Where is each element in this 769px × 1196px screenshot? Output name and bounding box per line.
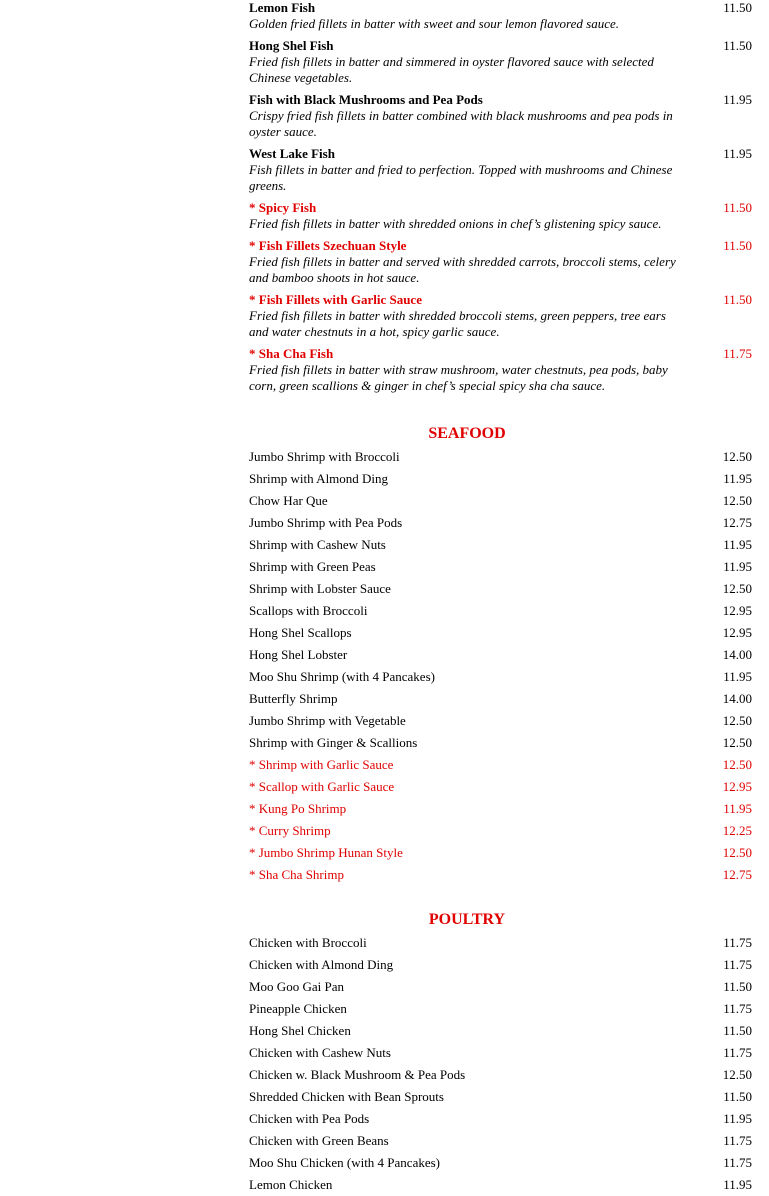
item-name: * Shrimp with Garlic Sauce xyxy=(249,757,394,772)
menu-item xyxy=(249,92,752,146)
menu-item xyxy=(249,732,752,754)
item-name: Chicken with Green Beans xyxy=(249,1133,389,1148)
menu-item-spicy xyxy=(249,200,752,238)
item-name: Chicken w. Black Mushroom & Pea Pods xyxy=(249,1067,466,1082)
item-price: 12.95 xyxy=(722,779,752,794)
item-price: 12.95 xyxy=(722,625,752,640)
item-price: 11.95 xyxy=(723,1177,752,1192)
menu-item xyxy=(249,1064,752,1086)
item-name: * Fish Fillets Szechuan Style xyxy=(249,238,407,253)
item-name: Chicken with Almond Ding xyxy=(249,957,394,972)
item-description: Crispy fried fish fillets in batter combined with black mushrooms and pea pods in oyster sauce. xyxy=(249,108,673,139)
item-price: 11.95 xyxy=(723,1111,752,1126)
item-price: 11.75 xyxy=(723,346,752,361)
item-description: Fried fish fillets in batter and simmered in oyster flavored sauce with selected Chinese vegetables. xyxy=(249,54,654,85)
item-name: Shrimp with Lobster Sauce xyxy=(249,581,391,596)
menu-item xyxy=(249,1108,752,1130)
item-name: * Fish Fillets with Garlic Sauce xyxy=(249,292,422,307)
item-name: * Kung Po Shrimp xyxy=(249,801,347,816)
menu-item-spicy xyxy=(249,346,752,400)
item-name: Jumbo Shrimp with Pea Pods xyxy=(249,515,403,530)
item-price: 12.50 xyxy=(722,1067,752,1082)
item-price: 11.50 xyxy=(723,200,752,215)
item-price: 12.50 xyxy=(722,493,752,508)
menu-item xyxy=(249,38,752,92)
item-price: 11.50 xyxy=(723,1023,752,1038)
menu-item xyxy=(249,932,752,954)
item-price: 12.95 xyxy=(722,603,752,618)
item-name: Shrimp with Almond Ding xyxy=(249,471,389,486)
item-name: Hong Shel Fish xyxy=(249,38,334,53)
menu-item-spicy xyxy=(249,238,752,292)
item-name: Shrimp with Cashew Nuts xyxy=(249,537,386,552)
item-price: 11.50 xyxy=(723,238,752,253)
menu-item xyxy=(249,600,752,622)
menu-item-spicy xyxy=(249,776,752,798)
menu-item xyxy=(249,710,752,732)
item-name: Hong Shel Chicken xyxy=(249,1023,351,1038)
item-price: 14.00 xyxy=(722,691,752,706)
item-name: Chicken with Pea Pods xyxy=(249,1111,370,1126)
item-price: 11.50 xyxy=(723,292,752,307)
item-name: West Lake Fish xyxy=(249,146,335,161)
item-name: Lemon Fish xyxy=(249,0,316,15)
menu-item xyxy=(249,0,752,38)
menu-item xyxy=(249,468,752,490)
menu-item xyxy=(249,1130,752,1152)
item-name: * Curry Shrimp xyxy=(249,823,331,838)
menu-item xyxy=(249,644,752,666)
item-price: 12.75 xyxy=(722,867,752,882)
item-name: Shrimp with Ginger & Scallions xyxy=(249,735,418,750)
item-price: 11.75 xyxy=(723,935,752,950)
item-description: Fish fillets in batter and fried to perfection. Topped with mushrooms and Chinese greens. xyxy=(249,162,673,193)
item-description: Fried fish fillets in batter with shredded broccoli stems, green peppers, tree ears and water chestnuts in a hot, spicy garlic sauce. xyxy=(249,308,666,339)
item-price: 12.50 xyxy=(722,845,752,860)
item-name: * Scallop with Garlic Sauce xyxy=(249,779,395,794)
menu-item xyxy=(249,512,752,534)
item-name: Jumbo Shrimp with Broccoli xyxy=(249,449,400,464)
item-name: Moo Goo Gai Pan xyxy=(249,979,344,994)
item-name: Scallops with Broccoli xyxy=(249,603,368,618)
menu-item-spicy xyxy=(249,292,752,346)
item-price: 14.00 xyxy=(722,647,752,662)
item-name: Hong Shel Lobster xyxy=(249,647,348,662)
item-description: Fried fish fillets in batter with straw mushroom, water chestnuts, pea pods, baby corn, green scallions & ginger in chef’s special spicy sha cha sauce. xyxy=(249,362,668,393)
item-name: Hong Shel Scallops xyxy=(249,625,352,640)
item-price: 11.75 xyxy=(723,1001,752,1016)
item-price: 11.95 xyxy=(723,92,752,107)
item-price: 11.95 xyxy=(723,537,752,552)
menu-item-spicy xyxy=(249,754,752,776)
item-description: Fried fish fillets in batter and served with shredded carrots, broccoli stems, celery and bamboo shoots in hot sauce. xyxy=(249,254,676,285)
item-name: * Sha Cha Shrimp xyxy=(249,867,344,882)
item-name: Chicken with Cashew Nuts xyxy=(249,1045,391,1060)
menu-column xyxy=(249,0,752,1196)
item-price: 11.50 xyxy=(723,38,752,53)
menu-item-spicy xyxy=(249,864,752,886)
menu-item-spicy xyxy=(249,842,752,864)
item-name: * Sha Cha Fish xyxy=(249,346,334,361)
item-price: 11.50 xyxy=(723,979,752,994)
item-name: Pineapple Chicken xyxy=(249,1001,347,1016)
item-price: 11.50 xyxy=(723,1089,752,1104)
menu-item xyxy=(249,446,752,468)
menu-item xyxy=(249,1042,752,1064)
item-price: 11.75 xyxy=(723,957,752,972)
item-price: 11.95 xyxy=(723,471,752,486)
menu-item xyxy=(249,490,752,512)
item-name: * Spicy Fish xyxy=(249,200,317,215)
menu-item xyxy=(249,1086,752,1108)
menu-item xyxy=(249,998,752,1020)
menu-item xyxy=(249,1020,752,1042)
menu-item xyxy=(249,954,752,976)
seafood-heading: SEAFOOD xyxy=(428,425,506,442)
item-price: 11.95 xyxy=(723,559,752,574)
menu-item xyxy=(249,666,752,688)
menu-item xyxy=(249,622,752,644)
menu-item xyxy=(249,688,752,710)
item-price: 12.75 xyxy=(722,515,752,530)
menu-item xyxy=(249,976,752,998)
item-description: Golden fried fillets in batter with sweet and sour lemon flavored sauce. xyxy=(249,16,619,31)
item-name: Chicken with Broccoli xyxy=(249,935,367,950)
menu-item xyxy=(249,146,752,200)
item-price: 11.95 xyxy=(723,669,752,684)
item-price: 12.50 xyxy=(722,713,752,728)
item-name: Fish with Black Mushrooms and Pea Pods xyxy=(249,92,483,107)
item-price: 11.95 xyxy=(723,146,752,161)
item-price: 11.50 xyxy=(723,0,752,15)
item-price: 12.50 xyxy=(722,735,752,750)
item-price: 12.50 xyxy=(722,757,752,772)
fish-section xyxy=(249,0,752,400)
item-description: Fried fish fillets in batter with shredded onions in chef’s glistening spicy sauce. xyxy=(249,216,662,231)
item-name: Shrimp with Green Peas xyxy=(249,559,376,574)
item-name: Butterfly Shrimp xyxy=(249,691,338,706)
menu-item-spicy xyxy=(249,820,752,842)
item-price: 11.95 xyxy=(723,801,752,816)
poultry-heading: POULTRY xyxy=(428,911,506,928)
item-price: 11.75 xyxy=(723,1133,752,1148)
item-name: Moo Shu Chicken (with 4 Pancakes) xyxy=(249,1155,441,1170)
item-name: Moo Shu Shrimp (with 4 Pancakes) xyxy=(249,669,435,684)
item-name: Jumbo Shrimp with Vegetable xyxy=(249,713,406,728)
menu-item xyxy=(249,556,752,578)
item-name: Lemon Chicken xyxy=(249,1177,333,1192)
menu-item-spicy xyxy=(249,798,752,820)
item-name: Shredded Chicken with Bean Sprouts xyxy=(249,1089,444,1104)
item-name: * Jumbo Shrimp Hunan Style xyxy=(249,845,403,860)
poultry-list xyxy=(249,932,752,1196)
menu-item xyxy=(249,1152,752,1174)
menu-item xyxy=(249,534,752,556)
menu-item xyxy=(249,578,752,600)
item-price: 12.50 xyxy=(722,581,752,596)
menu-item xyxy=(249,1174,752,1196)
seafood-list xyxy=(249,446,752,886)
item-name: Chow Har Que xyxy=(249,493,328,508)
item-price: 12.25 xyxy=(722,823,752,838)
item-price: 12.50 xyxy=(722,449,752,464)
item-price: 11.75 xyxy=(723,1045,752,1060)
item-price: 11.75 xyxy=(723,1155,752,1170)
